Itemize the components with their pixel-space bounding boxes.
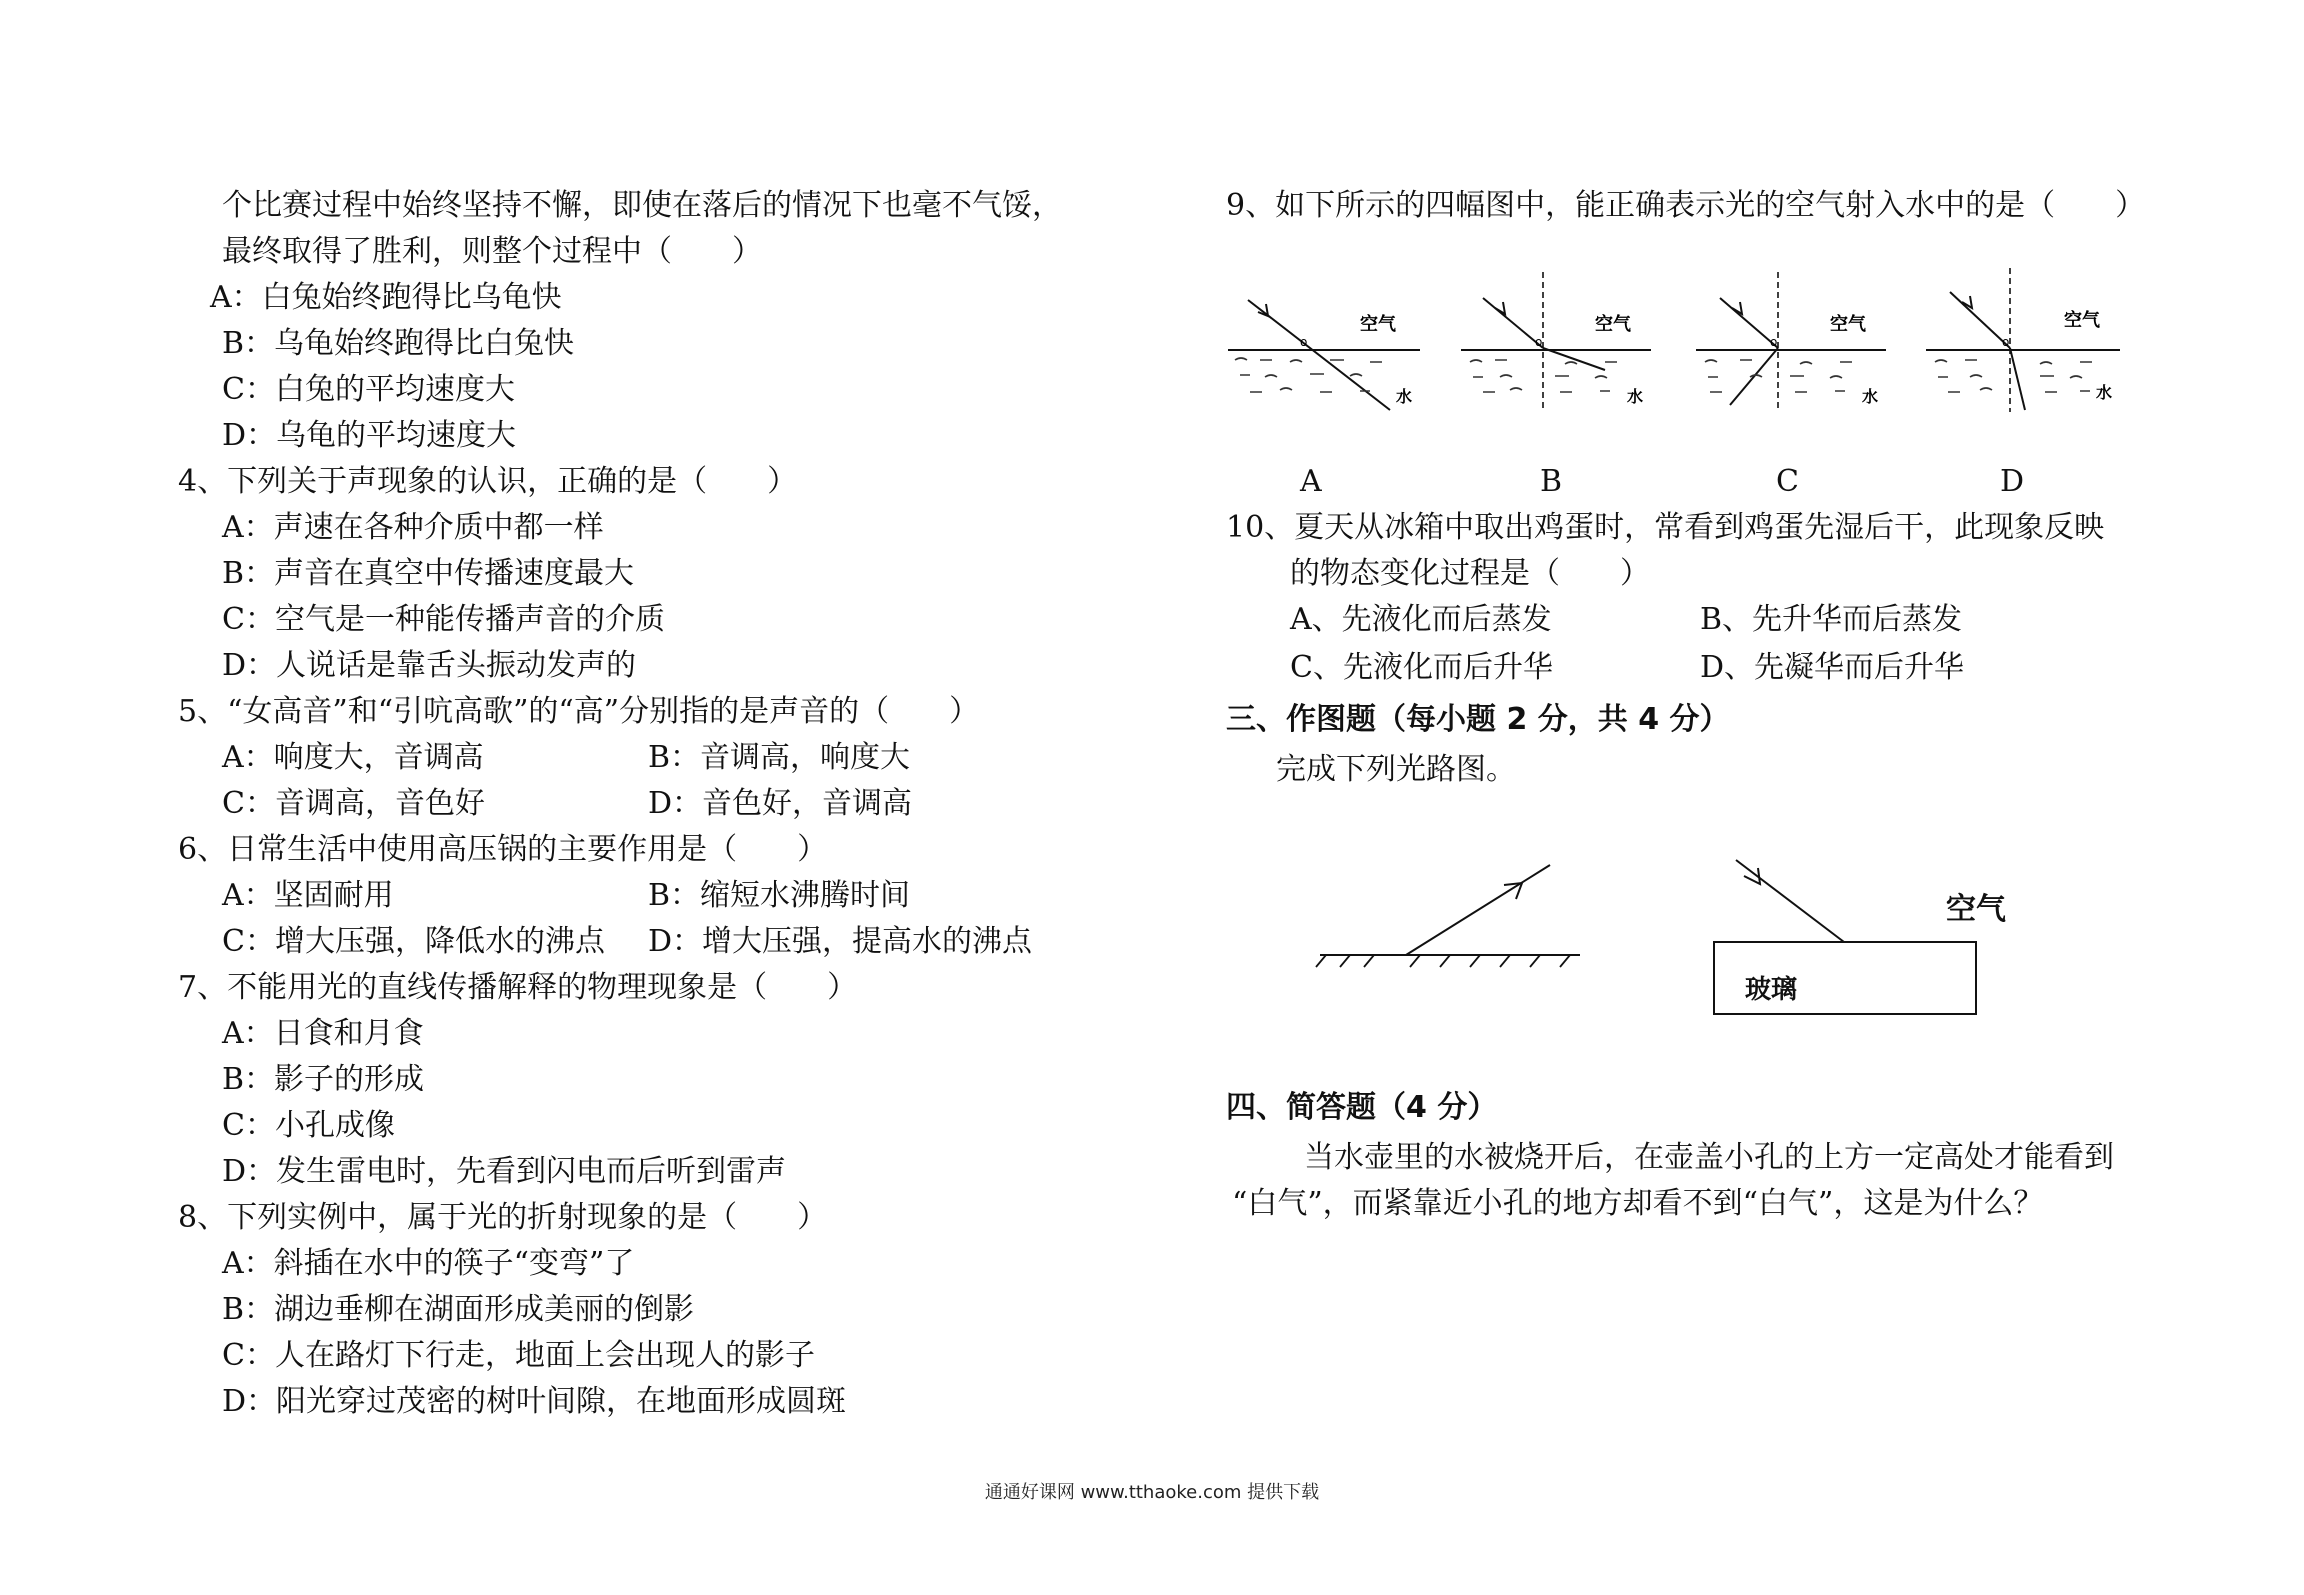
option-d: D：增大压强，提高水的沸点 xyxy=(648,924,1033,959)
svg-text:o: o xyxy=(1535,335,1543,349)
option-a: A：白兔始终跑得比乌龟快 xyxy=(210,280,562,315)
air-label: 空气 xyxy=(1946,892,2006,927)
figure-c xyxy=(1696,272,1886,412)
section-3-title: 三、作图题（每小题 2 分，共 4 分） xyxy=(1226,702,1730,737)
figure-d xyxy=(1926,268,2120,412)
option-a: A：响度大，音调高 xyxy=(222,740,484,775)
option-b: B：乌龟始终跑得比白兔快 xyxy=(222,326,575,361)
option-a: A：斜插在水中的筷子“变弯”了 xyxy=(222,1246,635,1281)
option-c: C：增大压强，降低水的沸点 xyxy=(222,924,605,959)
section-4-text-line: 当水壶里的水被烧开后，在壶盖小孔的上方一定高处才能看到 xyxy=(1304,1140,2114,1175)
option-a: A：声速在各种介质中都一样 xyxy=(222,510,604,545)
svg-text:o: o xyxy=(1300,335,1308,349)
figure-a xyxy=(1228,300,1420,410)
air-label: 空气 xyxy=(1595,314,1631,335)
air-label: 空气 xyxy=(1360,314,1396,335)
footer-text: 通通好课网 www.tthaoke.com 提供下载 xyxy=(984,1482,1320,1503)
section-3-instruction: 完成下列光路图。 xyxy=(1276,752,1516,787)
option-d: D：发生雷电时，先看到闪电而后听到雷声 xyxy=(222,1154,787,1189)
glass-label: 玻璃 xyxy=(1745,975,1798,1005)
question-4: 4、下列关于声现象的认识，正确的是（ ） xyxy=(178,464,798,499)
option-d: D：音色好，音调高 xyxy=(648,786,913,821)
option-b: B：音调高，响度大 xyxy=(648,740,911,775)
water-label: 水 xyxy=(1862,387,1879,406)
option-c: C：音调高，音色好 xyxy=(222,786,485,821)
option-c: C、先液化而后升华 xyxy=(1290,650,1553,685)
question-8: 8、下列实例中，属于光的折射现象的是（ ） xyxy=(178,1200,828,1235)
water-label: 水 xyxy=(2096,383,2113,402)
question-6: 6、日常生活中使用高压锅的主要作用是（ ） xyxy=(178,832,828,867)
refraction-figures xyxy=(1220,260,2120,440)
option-b: B：缩短水沸腾时间 xyxy=(648,878,911,913)
question-text-line: 的物态变化过程是（ ） xyxy=(1290,556,1650,591)
water-label: 水 xyxy=(1627,387,1644,406)
water-label: 水 xyxy=(1396,387,1413,406)
option-c: C：白兔的平均速度大 xyxy=(222,372,515,407)
figure-b xyxy=(1461,272,1651,412)
figure-label-b: B xyxy=(1540,464,1563,499)
air-label: 空气 xyxy=(1830,314,1866,335)
option-b: B：影子的形成 xyxy=(222,1062,425,1097)
question-7: 7、不能用光的直线传播解释的物理现象是（ ） xyxy=(178,970,858,1005)
question-9: 9、如下所示的四幅图中，能正确表示光的空气射入水中的是（ ） xyxy=(1226,188,2146,223)
section-4-title: 四、简答题（4 分） xyxy=(1226,1090,1498,1125)
option-d: D：阳光穿过茂密的树叶间隙，在地面形成圆斑 xyxy=(222,1384,847,1419)
option-b: B：声音在真空中传播速度最大 xyxy=(222,556,635,591)
question-text-line: 个比赛过程中始终坚持不懈，即使在落后的情况下也毫不气馁， xyxy=(222,188,1062,223)
option-b: B、先升华而后蒸发 xyxy=(1700,602,1963,637)
option-d: D：乌龟的平均速度大 xyxy=(222,418,517,453)
option-a: A、先液化而后蒸发 xyxy=(1290,602,1552,637)
figure-label-c: C xyxy=(1776,464,1799,499)
option-c: C：小孔成像 xyxy=(222,1108,395,1143)
figure-label-d: D xyxy=(2000,464,2025,499)
svg-text:o: o xyxy=(2002,335,2010,349)
svg-text:o: o xyxy=(1770,335,1778,349)
option-d: D、先凝华而后升华 xyxy=(1700,650,1965,685)
mirror-ray-diagram xyxy=(1310,855,1600,985)
question-5: 5、“女高音”和“引吭高歌”的“高”分别指的是声音的（ ） xyxy=(178,694,980,729)
option-a: A：日食和月食 xyxy=(222,1016,424,1051)
question-10: 10、夏天从冰箱中取出鸡蛋时，常看到鸡蛋先湿后干，此现象反映 xyxy=(1226,510,2105,545)
option-c: C：人在路灯下行走，地面上会出现人的影子 xyxy=(222,1338,815,1373)
option-c: C：空气是一种能传播声音的介质 xyxy=(222,602,665,637)
option-b: B：湖边垂柳在湖面形成美丽的倒影 xyxy=(222,1292,695,1327)
question-text-line: 最终取得了胜利，则整个过程中（ ） xyxy=(222,234,762,269)
figure-label-a: A xyxy=(1300,464,1322,499)
option-a: A：坚固耐用 xyxy=(222,878,394,913)
section-4-text-line: “白气”，而紧靠近小孔的地方却看不到“白气”，这是为什么？ xyxy=(1232,1186,2044,1221)
option-d: D：人说话是靠舌头振动发声的 xyxy=(222,648,637,683)
air-label: 空气 xyxy=(2064,310,2100,331)
